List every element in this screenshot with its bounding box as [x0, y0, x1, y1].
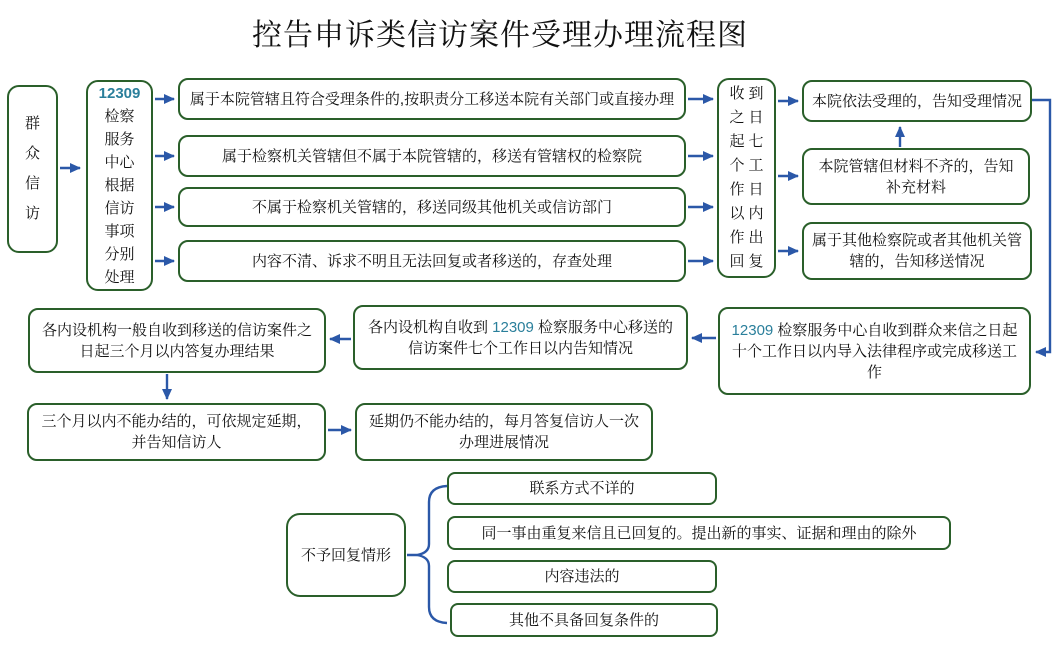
node-no-reply-item-illegal-content: 内容违法的	[447, 560, 717, 593]
node-no-reply-item-repeated-letter: 同一事由重复来信且已回复的。提出新的事实、证据和理由的除外	[447, 516, 951, 550]
node-branch-own-jurisdiction: 属于本院管辖且符合受理条件的,按职责分工移送本院有关部门或直接办理	[178, 78, 686, 120]
reply-deadline-line: 起七	[729, 133, 768, 150]
reply-deadline-line: 作日	[729, 181, 768, 198]
node-import-deadline	[718, 307, 1031, 395]
service-center-line: 分别	[104, 246, 135, 263]
reply-deadline-line: 作出	[729, 229, 768, 246]
reply-deadline-line: 个工	[729, 157, 768, 174]
node-supplement-notice: 本院管辖但材料不齐的，告知补充材料	[802, 148, 1030, 205]
service-center-line: 事项	[104, 223, 135, 240]
node-no-reply-label: 不予回复情形	[286, 513, 406, 597]
service-center-line: 根据	[104, 177, 135, 194]
node-delay: 三个月以内不能办结的，可依规定延期，并告知信访人	[27, 403, 326, 461]
node-no-reply-item-contact-unknown: 联系方式不详的	[447, 472, 717, 505]
node-dept-reply: 各内设机构一般自收到移送的信访案件之日起三个月以内答复办理结果	[28, 308, 326, 373]
node-branch-other-procuratorate: 属于检察机关管辖但不属于本院管辖的，移送有管辖权的检察院	[178, 135, 686, 177]
service-center-line: 服务	[104, 131, 135, 148]
service-center-line: 处理	[104, 269, 135, 286]
node-branch-non-procuratorial: 不属于检察机关管辖的，移送同级其他机关或信访部门	[178, 187, 686, 227]
dept-inform-after: 检察服务中心移送的信访案件七个工作日以内告知情况	[407, 318, 674, 357]
node-extension: 延期仍不能办结的，每月答复信访人一次办理进展情况	[355, 403, 653, 461]
service-center-line: 信访	[104, 200, 135, 217]
page-title: 控告申诉类信访案件受理办理流程图	[252, 19, 748, 52]
node-mass-petition-char: 访	[24, 205, 40, 222]
node-mass-petition-char: 众	[24, 145, 40, 162]
node-no-reply-item-other: 其他不具备回复条件的	[450, 603, 718, 637]
node-reply-deadline	[717, 78, 776, 278]
node-transfer-notice: 属于其他检察院或者其他机关管辖的，告知移送情况	[802, 222, 1032, 280]
node-service-center	[86, 80, 153, 291]
reply-deadline-line: 以内	[729, 205, 768, 222]
reply-deadline-line: 收到	[729, 85, 768, 102]
service-center-number: 12309	[98, 85, 141, 102]
dept-inform-number: 12309	[492, 318, 534, 336]
node-branch-unclear-content: 内容不清、诉求不明且无法回复或者移送的，存查处理	[178, 240, 686, 282]
import-deadline-text	[730, 320, 1019, 383]
service-center-line: 检察	[104, 108, 135, 125]
node-mass-petition	[7, 85, 58, 253]
node-dept-inform	[353, 305, 688, 370]
service-center-line: 中心	[104, 154, 135, 171]
reply-deadline-line: 之日	[729, 109, 768, 126]
node-accept-notice: 本院依法受理的，告知受理情况	[802, 80, 1032, 122]
dept-inform-text	[363, 317, 678, 359]
node-mass-petition-char: 群	[24, 115, 40, 132]
node-mass-petition-char: 信	[24, 175, 40, 192]
reply-deadline-line: 回复	[729, 253, 768, 270]
import-deadline-number: 12309	[731, 321, 774, 339]
import-deadline-body: 检察服务中心自收到群众来信之日起十个工作日以内导入法律程序或完成移送工作	[731, 321, 1018, 381]
dept-inform-before: 各内设机构自收到	[367, 318, 493, 336]
